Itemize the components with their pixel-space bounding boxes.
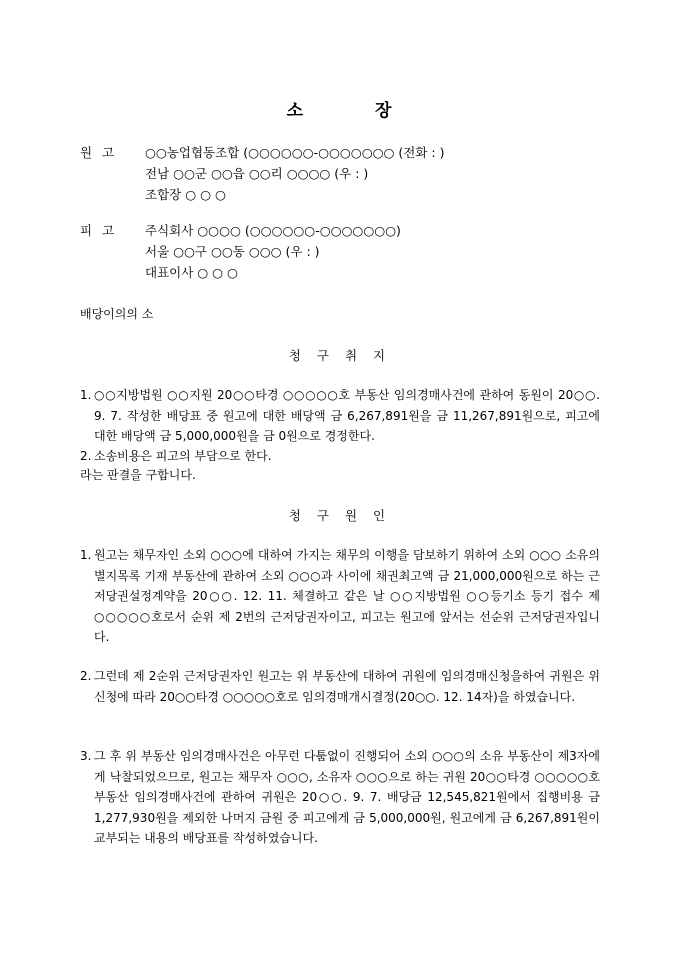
item-number: 3.	[80, 749, 92, 763]
item-text: 소송비용은 피고의 부담으로 한다.	[94, 449, 272, 463]
claim-cause-item-2	[80, 666, 600, 707]
case-name: 배당이의의 소	[80, 307, 154, 321]
claim-cause-heading: 청 구 원 인	[288, 508, 392, 523]
title-char-left: 소	[286, 101, 305, 121]
claim-purpose-item-1	[80, 385, 600, 447]
item-text: ○○지방법원 ○○지원 20○○타경 ○○○○○호 부동산 임의경매사건에 관하여 동원이 20○○. 9. 7. 작성한 배당표 중 원고에 대한 배당액 금 6,267,891원을 금 11,267,891원으로, 피고에 대한 배당액 금 5,000,000원을 금 0원으로 경정한다.	[94, 388, 600, 443]
claim-purpose-closing: 라는 판결을 구합니다.	[80, 468, 196, 482]
item-number: 2.	[80, 669, 92, 683]
item-text: 그 후 위 부동산 임의경매사건은 아무런 다툼없이 진행되어 소외 ○○○의 소유 부동산이 제3자에게 낙찰되었으므로, 원고는 채무자 ○○○, 소유자 ○○○으로 하는 귀원 20○○타경 ○○○○○호 부동산 임의경매사건에 관하여 귀원은 20○○. 9. 7. 배당금 12,545,821원에서 집행비용 금 1,277,930원을 제외한 나머지 금원 중 피고에게 금 5,000,000원, 원고에게 금 6,267,891원이 교부되는 내용의 배당표를 작성하였습니다.	[94, 749, 600, 845]
item-number: 2.	[80, 449, 92, 463]
claim-cause-item-1	[80, 545, 600, 648]
claim-purpose-heading: 청 구 취 지	[288, 348, 392, 363]
item-number: 1.	[80, 388, 92, 402]
item-text: 원고는 채무자인 소외 ○○○에 대하여 가지는 채무의 이행을 담보하기 위하여 소외 ○○○ 소유의 별지목록 기재 부동산에 관하여 소외 ○○○과 사이에 채권최고액 금 21,000,000원으로 하는 근저당권설정계약을 20○○. 12. 11. 체결하고 같은 날 ○○지방법원 ○○등기소 등기 접수 제○○○○○호로서 순위 제 2번의 근저당권자이고, 피고는 원고에 앞서는 선순위 근저당권자입니다.	[94, 548, 600, 644]
defendant-name: 주식회사 ○○○○ (○○○○○○-○○○○○○○)	[145, 223, 401, 238]
defendant-role: 피 고	[80, 223, 115, 238]
plaintiff-representative: 조합장 ○ ○ ○	[145, 187, 226, 202]
item-text: 그런데 제 2순위 근저당권자인 원고는 위 부동산에 대하여 귀원에 임의경매신청을하여 귀원은 위 신청에 따라 20○○타경 ○○○○○호로 임의경매개시결정(20○○. 12. 14자)을 하였습니다.	[94, 669, 600, 704]
document-title	[0, 96, 680, 121]
plaintiff-role: 원 고	[80, 145, 115, 160]
claim-purpose-item-2	[80, 446, 600, 467]
title-char-right: 장	[375, 101, 394, 121]
defendant-address: 서울 ○○구 ○○동 ○○○ (우 : )	[145, 244, 320, 259]
defendant-representative: 대표이사 ○ ○ ○	[145, 265, 238, 280]
item-number: 1.	[80, 548, 92, 562]
plaintiff-name: ○○농업협동조합 (○○○○○○-○○○○○○○ (전화 : )	[145, 145, 445, 160]
claim-cause-item-3	[80, 746, 600, 849]
plaintiff-address: 전남 ○○군 ○○읍 ○○리 ○○○○ (우 : )	[145, 166, 369, 181]
